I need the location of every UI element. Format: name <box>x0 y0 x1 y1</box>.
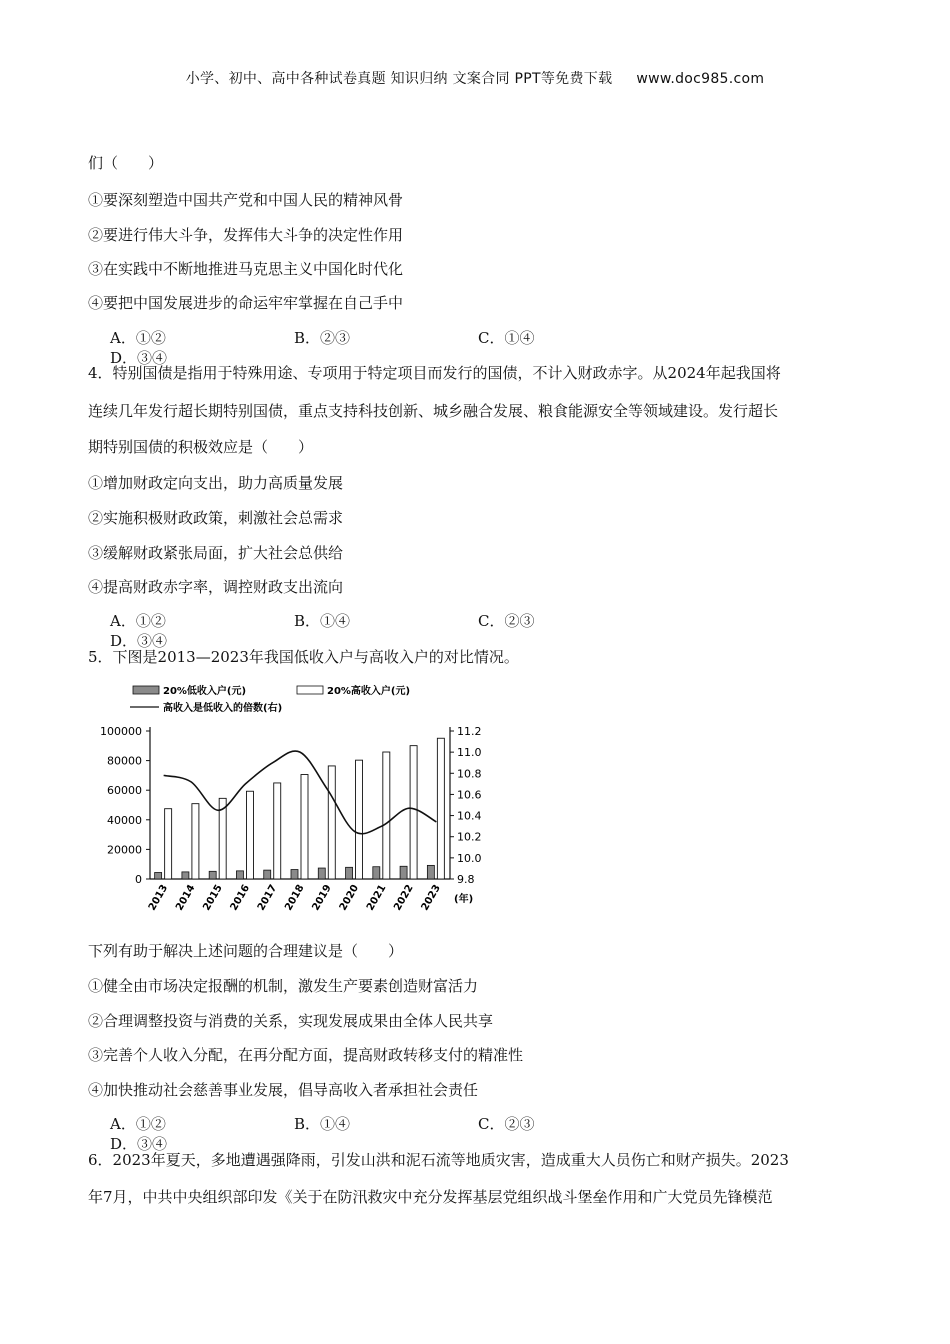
bar-high-income <box>274 783 281 879</box>
bar-low-income <box>209 871 216 879</box>
q5-option-b[interactable]: B．①④ <box>294 1115 351 1133</box>
ratio-line <box>164 751 437 834</box>
bar-high-income <box>437 738 444 879</box>
q4-stem-line-2: 连续几年发行超长期特别国债，重点支持科技创新、城乡融合发展、粮食能源安全等领域建设。发行超长 <box>88 402 779 420</box>
bar-low-income <box>291 870 298 879</box>
bar-low-income <box>182 872 189 879</box>
q3-item-4: ④要把中国发展进步的命运牢牢掌握在自己手中 <box>88 294 404 312</box>
y-right-tick-label: 9.8 <box>457 873 475 886</box>
bar-high-income <box>383 752 390 879</box>
y-right-tick-label: 11.0 <box>457 746 482 760</box>
y-left-tick-label: 80000 <box>107 754 142 768</box>
bar-low-income <box>155 872 162 879</box>
q3-option-b[interactable]: B．②③ <box>294 329 351 347</box>
q5-item-1: ①健全由市场决定报酬的机制，激发生产要素创造财富活力 <box>88 977 479 995</box>
q3-option-a[interactable]: A．①② <box>110 329 166 347</box>
bar-high-income <box>192 804 199 879</box>
q4-option-a[interactable]: A．①② <box>110 612 166 630</box>
x-tick-label: 2022 <box>392 883 416 913</box>
bar-low-income <box>264 870 271 879</box>
x-tick-label: 2015 <box>201 883 225 913</box>
y-left-tick-label: 60000 <box>107 784 142 798</box>
legend-high-label: 20%高收入户(元) <box>327 686 411 697</box>
x-tick-label: 2018 <box>283 883 307 913</box>
bar-high-income <box>328 766 335 879</box>
x-unit-label: (年) <box>454 894 474 905</box>
q4-item-2: ②实施积极财政政策，刺激社会总需求 <box>88 509 344 527</box>
bar-low-income <box>400 866 407 879</box>
bar-low-income <box>346 867 353 879</box>
q5-question: 下列有助于解决上述问题的合理建议是（ ） <box>88 942 404 960</box>
q5-options <box>110 1114 750 1154</box>
q5-option-a[interactable]: A．①② <box>110 1115 166 1133</box>
q5-item-2: ②合理调整投资与消费的关系，实现发展成果由全体人民共享 <box>88 1012 494 1030</box>
header-url[interactable]: www.doc985.com <box>636 71 765 87</box>
page-header <box>0 68 950 88</box>
q5-item-4: ④加快推动社会慈善事业发展，倡导高收入者承担社会责任 <box>88 1081 479 1099</box>
y-right-tick-label: 10.0 <box>457 851 482 865</box>
chart-ticks <box>100 725 482 913</box>
y-left-tick-label: 40000 <box>107 813 142 827</box>
q5-stem: 5．下图是2013—2023年我国低收入户与高收入户的对比情况。 <box>88 648 519 666</box>
chart-bars <box>155 738 445 879</box>
y-right-tick-label: 11.2 <box>457 725 482 738</box>
chart-line <box>164 751 437 834</box>
q4-stem-line-1: 4．特别国债是指用于特殊用途、专项用于特定项目而发行的国债，不计入财政赤字。从2024年起我国将 <box>88 364 781 382</box>
x-tick-label: 2020 <box>337 883 362 913</box>
q6-stem-line-1: 6．2023年夏天，多地遭遇强降雨，引发山洪和泥石流等地质灾害，造成重大人员伤亡和财产损失。2023 <box>88 1151 789 1169</box>
q3-option-c[interactable]: C．①④ <box>478 329 535 347</box>
q5-option-c[interactable]: C．②③ <box>478 1115 535 1133</box>
y-right-tick-label: 10.6 <box>457 788 482 802</box>
q3-options <box>110 328 750 368</box>
q3-item-3: ③在实践中不断地推进马克思主义中国化时代化 <box>88 260 404 278</box>
legend-swatch-low <box>133 686 159 694</box>
y-right-tick-label: 10.2 <box>457 830 482 844</box>
q5-item-3: ③完善个人收入分配，在再分配方面，提高财政转移支付的精准性 <box>88 1046 524 1064</box>
q6-stem-line-2: 年7月，中共中央组织部印发《关于在防汛救灾中充分发挥基层党组织战斗堡垒作用和广大党员先锋模范 <box>88 1188 773 1206</box>
y-left-tick-label: 20000 <box>107 843 142 857</box>
y-right-tick-label: 10.4 <box>457 809 482 823</box>
bar-low-income <box>236 871 243 879</box>
bar-high-income <box>301 775 308 879</box>
legend-swatch-high <box>297 686 323 694</box>
y-left-tick-label: 100000 <box>100 725 142 738</box>
bar-low-income <box>373 867 380 879</box>
x-tick-label: 2019 <box>310 883 334 913</box>
x-tick-label: 2013 <box>146 883 171 913</box>
q4-options <box>110 611 750 651</box>
x-tick-label: 2014 <box>174 883 198 913</box>
q4-item-4: ④提高财政赤字率，调控财政支出流向 <box>88 578 344 596</box>
q3-stem-cont: 们（ ） <box>88 154 164 172</box>
q4-item-1: ①增加财政定向支出，助力高质量发展 <box>88 474 344 492</box>
bar-high-income <box>165 809 172 879</box>
header-text: 小学、初中、高中各种试卷真题 知识归纳 文案合同 PPT等免费下载 <box>185 71 613 87</box>
bar-high-income <box>356 760 363 879</box>
q4-option-c[interactable]: C．②③ <box>478 612 535 630</box>
q4-option-b[interactable]: B．①④ <box>294 612 351 630</box>
q5-option-d[interactable]: D．③④ <box>110 1135 168 1153</box>
y-right-tick-label: 10.8 <box>457 767 482 781</box>
bar-high-income <box>410 746 417 879</box>
legend-low-label: 20%低收入户(元) <box>163 686 247 697</box>
bar-low-income <box>318 868 325 879</box>
x-tick-label: 2021 <box>364 883 389 913</box>
q4-stem-line-3: 期特别国债的积极效应是（ ） <box>88 438 314 456</box>
q4-option-d[interactable]: D．③④ <box>110 632 168 650</box>
bar-high-income <box>246 791 253 879</box>
bar-low-income <box>427 865 434 879</box>
y-left-tick-label: 0 <box>135 873 142 886</box>
income-chart <box>88 680 488 920</box>
q4-item-3: ③缓解财政紧张局面，扩大社会总供给 <box>88 544 344 562</box>
x-tick-label: 2017 <box>255 883 280 913</box>
x-tick-label: 2023 <box>419 883 443 913</box>
q3-option-d[interactable]: D．③④ <box>110 349 168 367</box>
q3-item-1: ①要深刻塑造中国共产党和中国人民的精神风骨 <box>88 191 404 209</box>
x-tick-label: 2016 <box>228 883 253 913</box>
legend-ratio-label: 高收入是低收入的倍数(右) <box>163 703 283 714</box>
q3-item-2: ②要进行伟大斗争，发挥伟大斗争的决定性作用 <box>88 226 404 244</box>
